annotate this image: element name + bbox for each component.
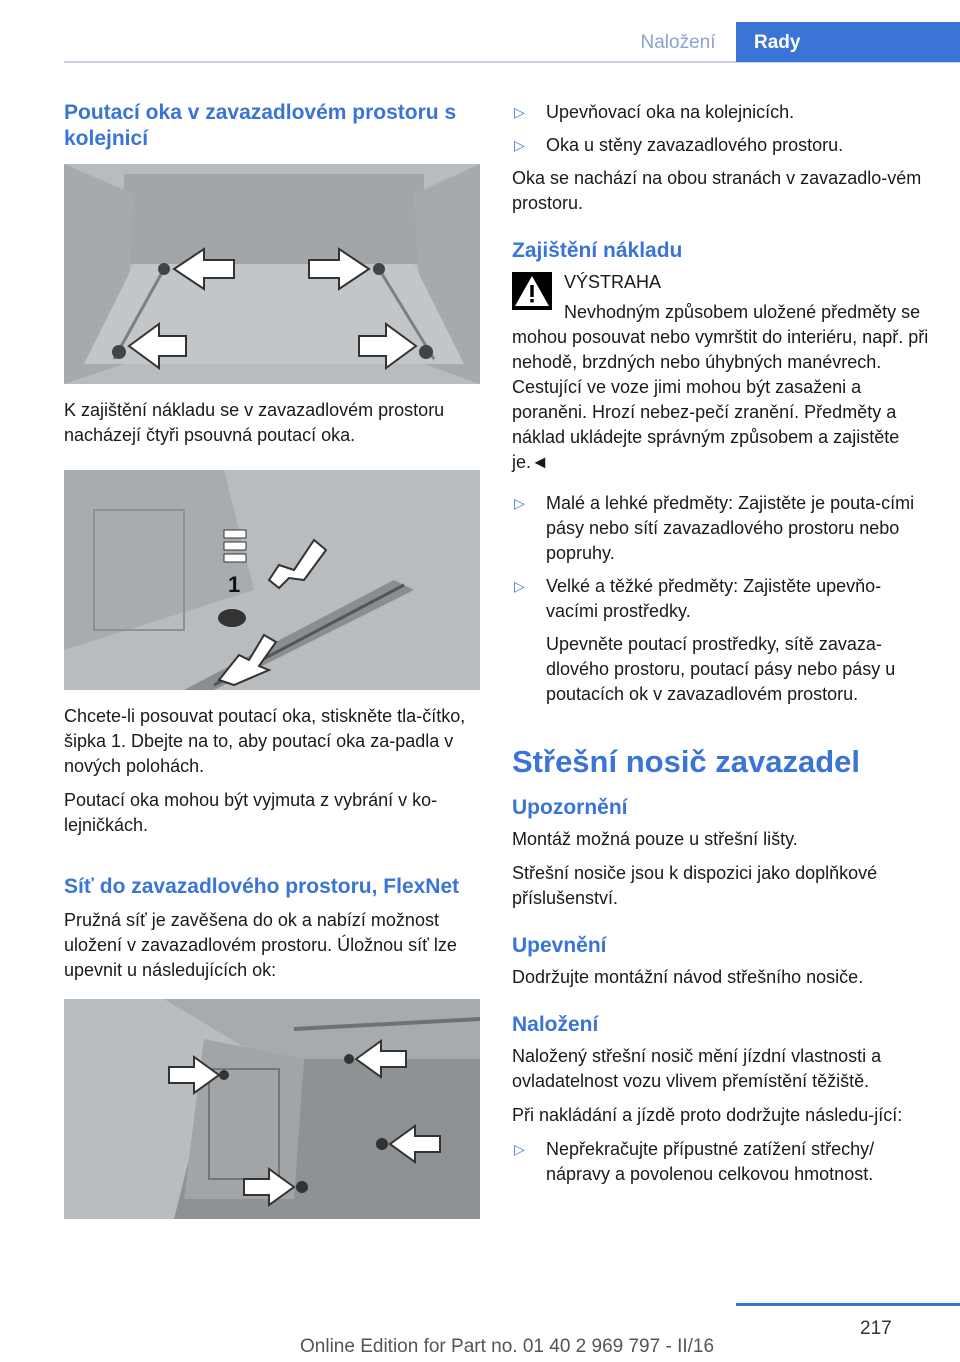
list-subparagraph: Upevněte poutací prostředky, sítě zavaza-dlového prostoru, poutací pásy nebo pásy u poutacích ok v zavazadlovém prostoru. xyxy=(546,634,896,704)
heading-mounting: Upevnění xyxy=(512,934,607,957)
triangle-bullet-icon: ▷ xyxy=(514,578,525,594)
heading-securing-cargo: Zajištění nákladu xyxy=(512,239,683,262)
figure-trunk-rails xyxy=(64,164,480,384)
paragraph-both-sides: Oka se nachází na obou stranách v zavazadlo-vém prostoru. xyxy=(512,168,922,213)
warning-triangle-icon xyxy=(512,272,552,310)
paragraph-mounting: Dodržujte montážní návod střešního nosiče. xyxy=(512,967,864,987)
triangle-bullet-icon: ▷ xyxy=(514,137,525,153)
triangle-bullet-icon: ▷ xyxy=(514,104,525,120)
right-column xyxy=(512,100,932,1195)
callout-1: 1 xyxy=(228,572,241,597)
warning-title: VÝSTRAHA xyxy=(564,272,662,292)
figure-flexnet-eyes xyxy=(64,999,480,1219)
paragraph-notice-1: Montáž možná pouze u střešní lišty. xyxy=(512,829,798,849)
heading-rails: Poutací oka v zavazadlovém prostoru s kolejnicí xyxy=(64,101,457,150)
rail-button-illustration xyxy=(64,470,480,690)
left-column xyxy=(64,100,480,1233)
heading-loading: Naložení xyxy=(512,1013,599,1036)
list-item: ▷ Oka u stěny zavazadlového prostoru. xyxy=(512,133,932,158)
triangle-bullet-icon: ▷ xyxy=(514,495,525,511)
warning-text: Nevhodným způsobem uložené předměty se mohou posouvat nebo vymrštit do interiéru, např. při nehodě, brzdných nebo úhybných manévrech. Cestující ve voze jimi mohou být zasaženi a poraněni. Hrozí nebez-pečí zranění. Předměty a náklad ukládejte správným způsobem a zajistěte je.◄ xyxy=(512,302,929,472)
heading-roof-rack: Střešní nosič zavazadel xyxy=(512,744,861,779)
header-section: Naložení xyxy=(640,32,716,53)
triangle-bullet-icon: ▷ xyxy=(514,1141,525,1157)
paragraph-flexnet: Pružná síť je zavěšena do ok a nabízí možnost uložení v zavazadlovém prostoru. Úložnou síť lze upevnit u následujících ok: xyxy=(64,910,457,980)
list-item: ▷ Malé a lehké předměty: Zajistěte je pouta-cími pásy nebo sítí zavazadlového prostoru nebo popruhy. xyxy=(514,493,915,563)
list-item: ▷ Nepřekračujte přípustné zatížení střechy/ nápravy a povolenou celkovou hmotnost. xyxy=(514,1139,875,1184)
header-chapter: Rady xyxy=(736,22,960,62)
cargo-list xyxy=(512,491,932,707)
figure-rail-button xyxy=(64,470,480,690)
paragraph-tiedowns: K zajištění nákladu se v zavazadlovém prostoru nacházejí čtyři psouvná poutací oka. xyxy=(64,400,445,445)
page-number: 217 xyxy=(860,1318,892,1339)
trunk-rails-illustration xyxy=(64,164,480,384)
list-item: ▷ Upevňovací oka na kolejnicích. xyxy=(512,100,932,125)
flexnet-eyes-illustration xyxy=(64,999,480,1219)
edition-footer: Online Edition for Part no. 01 40 2 969 797 - II/16 xyxy=(300,1336,715,1357)
paragraph-notice-2: Střešní nosiče jsou k dispozici jako doplňkové příslušenství. xyxy=(512,863,878,908)
paragraph-loading-1: Naložený střešní nosič mění jízdní vlastnosti a ovladatelnost vozu vlivem přemístění těžiště. xyxy=(512,1046,882,1091)
paragraph-remove-eyes: Poutací oka mohou být vyjmuta z vybrání v ko-lejničkách. xyxy=(64,790,438,835)
warning-box xyxy=(512,270,932,295)
eyes-list xyxy=(512,100,932,158)
loading-list xyxy=(512,1137,932,1187)
paragraph-slide-eyes: Chcete-li posouvat poutací oka, stiskněte tla-čítko, šipka 1. Dbejte na to, aby poutací oka za-padla v nových polohách. xyxy=(64,706,466,776)
list-item: ▷ Velké a těžké předměty: Zajistěte upevňo-vacími prostředky. Upevněte poutací prostředky, sítě zavaza-dlového prostoru, poutací pásy nebo pásy u poutacích ok v zavazadlovém prostoru. xyxy=(512,574,932,707)
footer-rule xyxy=(736,1303,960,1306)
heading-flexnet: Síť do zavazadlového prostoru, FlexNet xyxy=(64,875,460,898)
heading-notice: Upozornění xyxy=(512,796,628,819)
paragraph-loading-2: Při nakládání a jízdě proto dodržujte následu-jící: xyxy=(512,1105,903,1125)
